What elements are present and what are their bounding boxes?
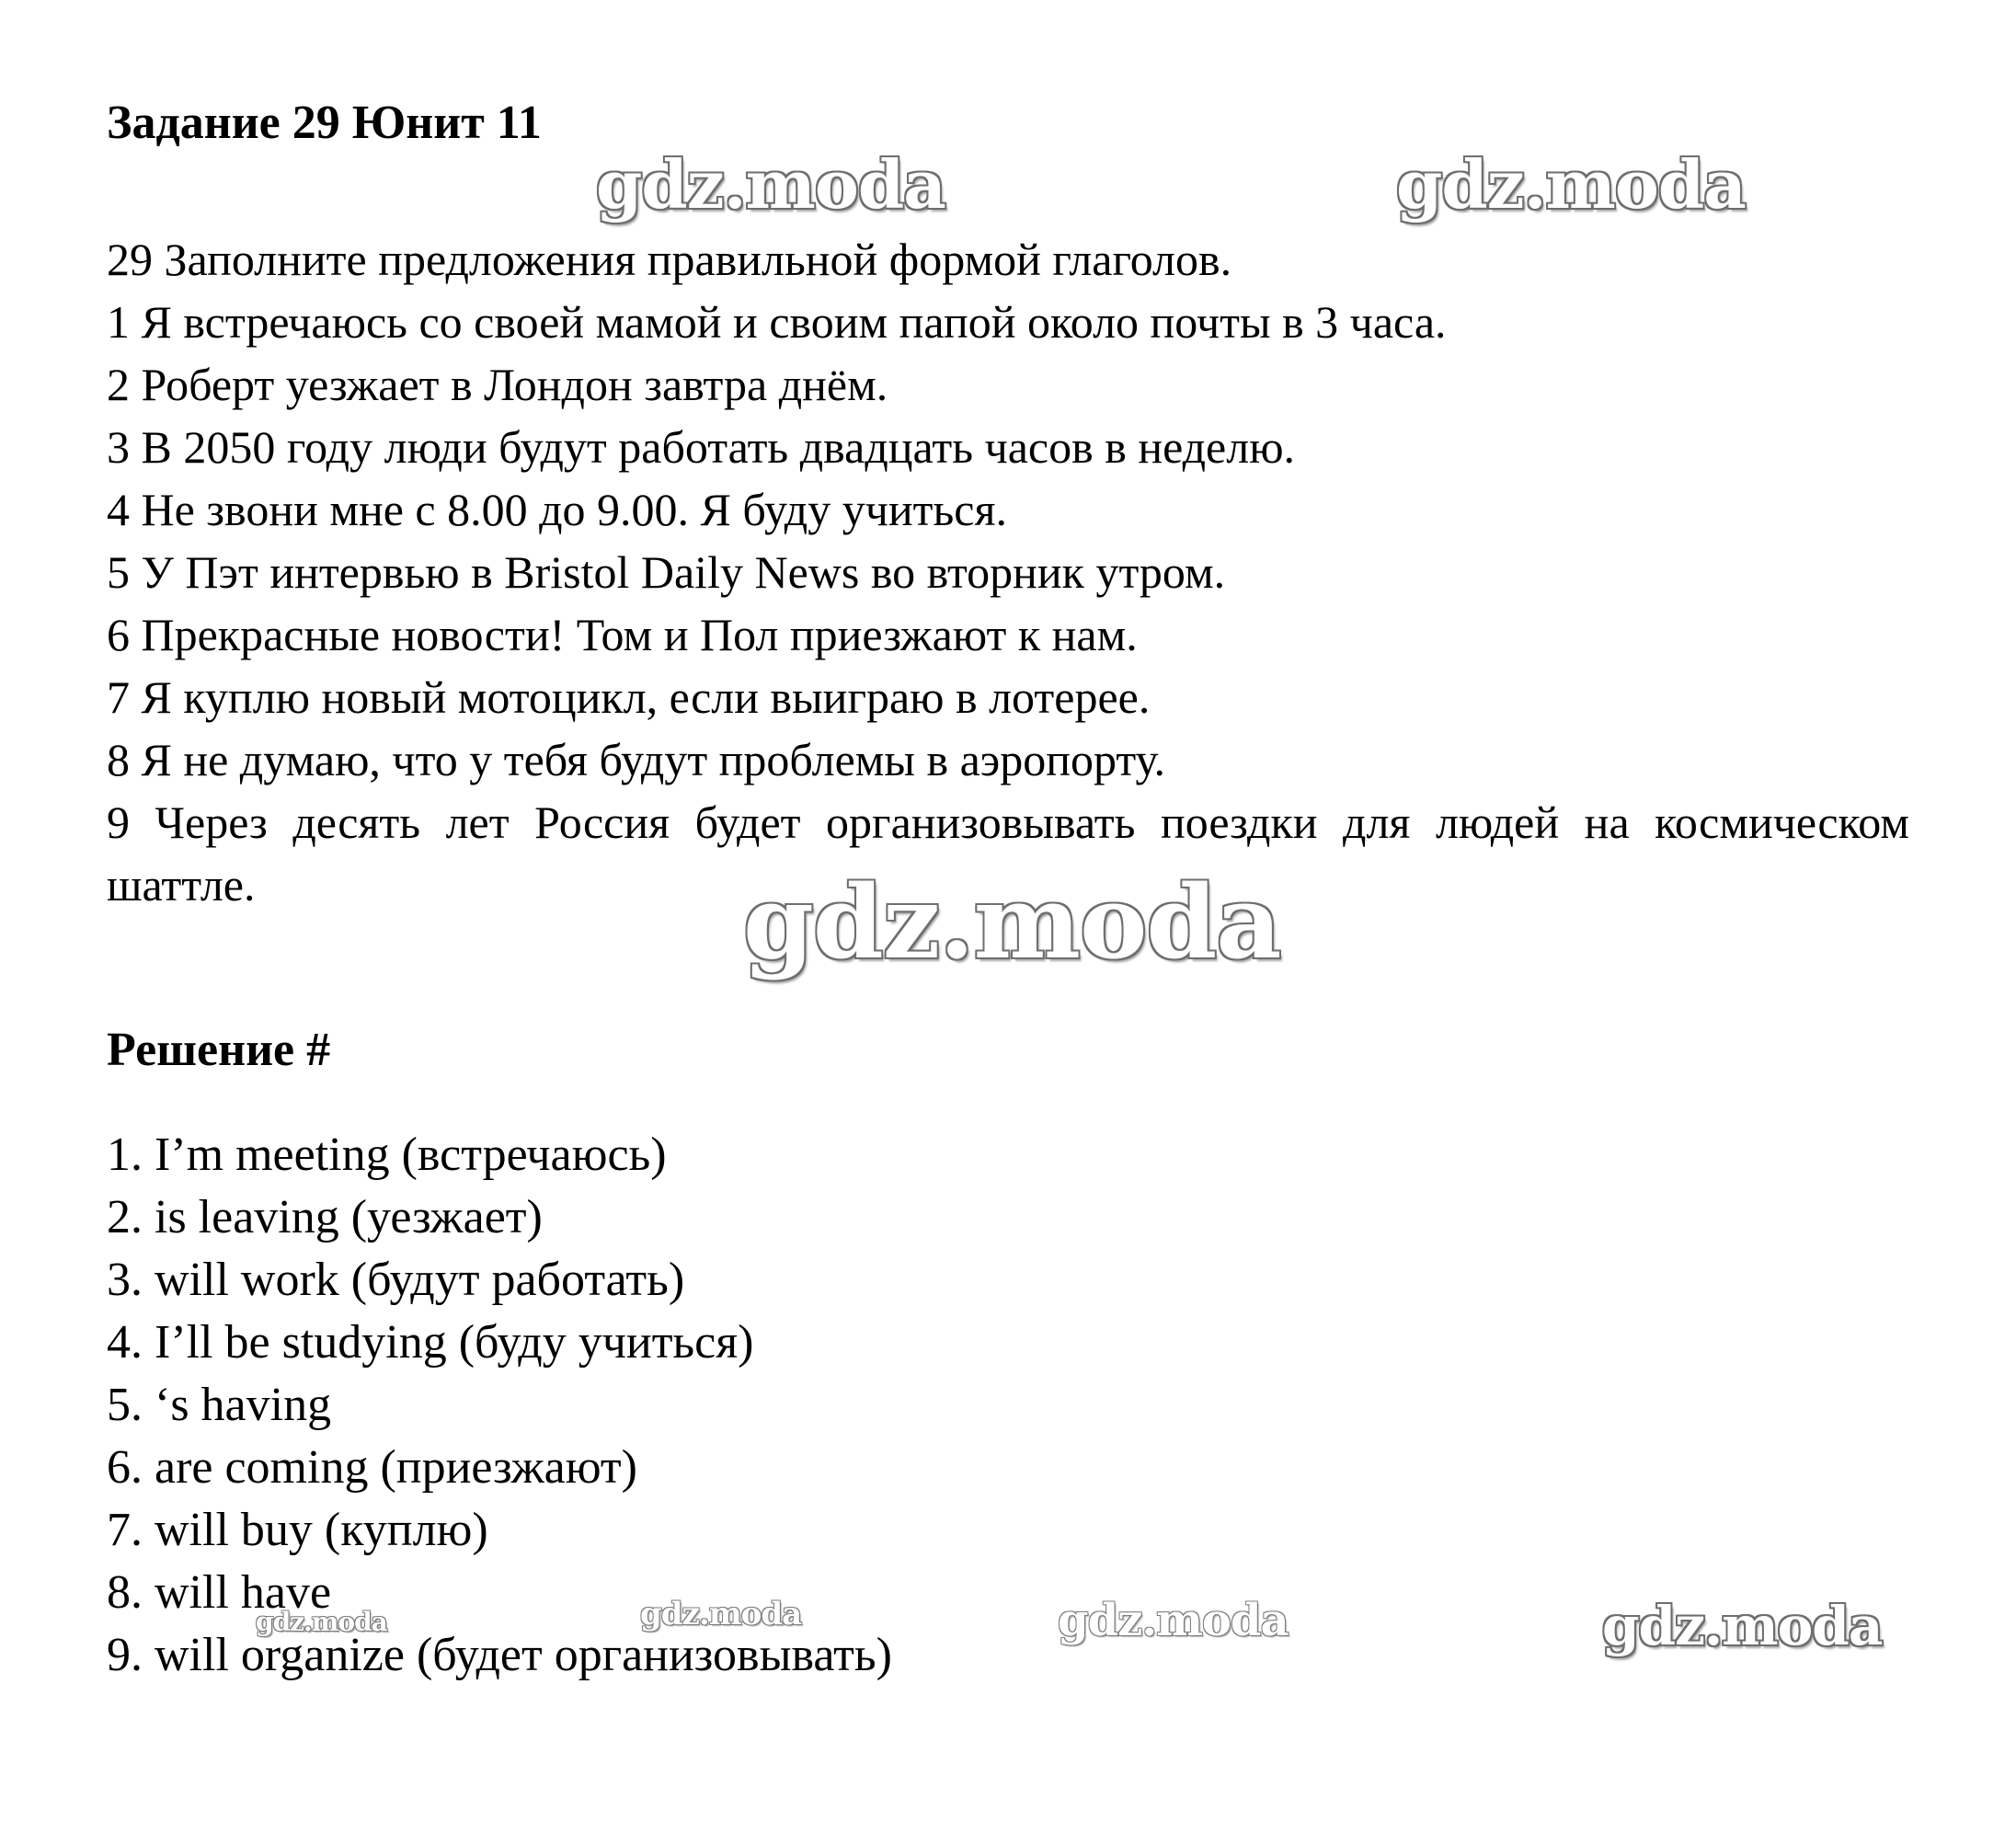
watermark-logo: gdz.moda	[1058, 1595, 1289, 1646]
page-title: Задание 29 Юнит 11	[107, 97, 542, 149]
task-sentence-3: 3 В 2050 году люди будут работать двадцать часов в неделю.	[107, 421, 1296, 473]
answer-item-9: 9. will organize (будет организовывать)	[107, 1629, 892, 1681]
answer-item-6: 6. are coming (приезжают)	[107, 1441, 637, 1494]
task-sentence-4: 4 Не звони мне с 8.00 до 9.00. Я буду учиться.	[107, 484, 1007, 535]
answer-item-5: 5. ‘s having	[107, 1379, 332, 1431]
watermark-logo: gdz.moda	[640, 1596, 802, 1633]
task-text	[107, 228, 1909, 916]
task-instruction: 29 Заполните предложения правильной формой глаголов.	[107, 234, 1232, 285]
watermark-logo: gdz.moda	[596, 145, 945, 223]
watermark-logo: gdz.moda	[743, 863, 1281, 981]
watermark-logo: gdz.moda	[1396, 145, 1746, 223]
task-sentence-2: 2 Роберт уезжает в Лондон завтра днём.	[107, 359, 888, 410]
answer-item-3: 3. will work (будут работать)	[107, 1254, 685, 1306]
watermark-logo: gdz.moda	[1602, 1595, 1883, 1657]
task-sentence-7: 7 Я куплю новый мотоцикл, если выиграю в лотерее.	[107, 671, 1151, 723]
task-sentence-5: 5 У Пэт интервью в Bristol Daily News во вторник утром.	[107, 546, 1226, 598]
answer-item-2: 2. is leaving (уезжает)	[107, 1191, 543, 1243]
task-sentence-6: 6 Прекрасные новости! Том и Пол приезжают к нам.	[107, 609, 1138, 660]
answer-list	[107, 1124, 892, 1687]
task-sentence-8: 8 Я не думаю, что у тебя будут проблемы в аэропорту.	[107, 734, 1166, 785]
task-sentence-1: 1 Я встречаюсь со своей мамой и своим папой около почты в 3 часа.	[107, 296, 1447, 348]
solution-heading: Решение #	[107, 1024, 331, 1076]
answer-item-8: 8. will have	[107, 1566, 332, 1619]
answer-item-1: 1. I’m meeting (встречаюсь)	[107, 1128, 667, 1181]
task-sentence-9: 9 Через десять лет Россия будет организовывать поездки для людей на космическом шаттле.	[107, 796, 1909, 911]
answer-item-7: 7. will buy (куплю)	[107, 1504, 488, 1556]
watermark-logo: gdz.moda	[256, 1607, 387, 1637]
answer-item-4: 4. I’ll be studying (буду учиться)	[107, 1316, 754, 1369]
